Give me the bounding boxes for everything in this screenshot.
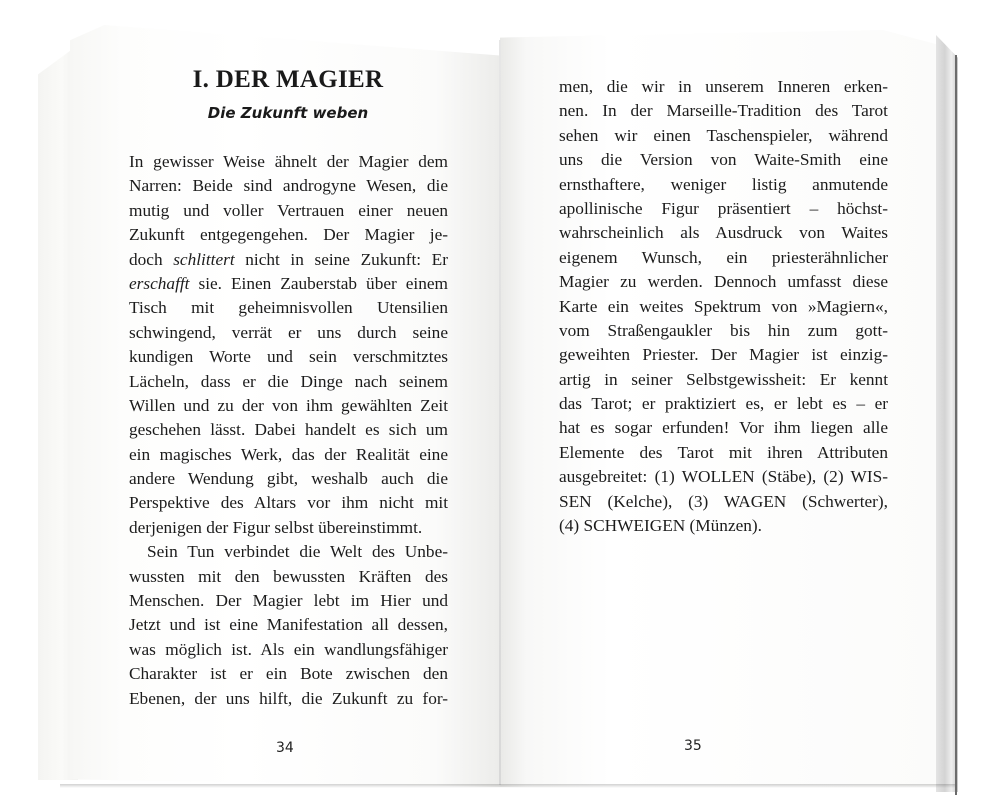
text-line: eigenem Wunsch, ein priesterähnlicher: [559, 247, 888, 267]
emphasized-word: erschafft: [129, 273, 190, 293]
text-line: mutig und voller Vertrauen einer neuen: [129, 200, 448, 220]
text-line: derjenigen der Figur selbst übereinstimmt.: [129, 517, 423, 537]
text-line: nen. In der Marseille-Tradition des Tarot: [559, 101, 888, 121]
text-run: doch: [129, 249, 174, 269]
text-line: [129, 272, 448, 296]
text-line: Menschen. Der Magier lebt im Hier und: [129, 591, 448, 611]
text-line: Elemente des Tarot mit ihren Attributen: [559, 442, 888, 462]
text-line: Narren: Beide sind androgyne Wesen, die: [129, 176, 448, 196]
text-line: uns die Version von Waite-Smith eine: [559, 150, 888, 170]
text-line: Ebenen, der uns hilft, die Zukunft zu for-: [129, 688, 448, 708]
left-page-body-text: [129, 150, 448, 711]
book-gutter: [499, 40, 501, 785]
right-page-body-text: [559, 75, 888, 538]
text-line: Lächeln, dass er die Dinge nach seinem: [129, 371, 448, 391]
text-line: kundigen Worte und sein verschmitztes: [129, 347, 448, 367]
text-line: Charakter ist er ein Bote zwischen den: [129, 664, 448, 684]
text-line: geweihten Priester. Der Magier ist einzig-: [559, 345, 888, 365]
text-line: Sein Tun verbindet die Welt des Unbe-: [147, 542, 448, 562]
page-number-right: 35: [684, 738, 702, 754]
text-line: hat es sogar erfunden! Vor ihm liegen alle: [559, 418, 888, 438]
text-line: sehen wir einen Taschenspieler, während: [559, 125, 888, 145]
text-line: andere Wendung gibt, weshalb auch die: [129, 469, 448, 489]
text-line: schwingend, verrät er uns durch seine: [129, 322, 448, 342]
text-line: men, die wir in unserem Inneren erken-: [559, 77, 888, 96]
text-line: artig in seiner Selbstgewissheit: Er kennt: [559, 369, 888, 389]
text-line: In gewisser Weise ähnelt der Magier dem: [129, 152, 448, 171]
text-run: sie. Einen Zauberstab über einem: [189, 273, 448, 293]
text-line: SEN (Kelche), (3) WAGEN (Schwerter),: [559, 491, 888, 511]
text-line: Willen und zu der von ihm gewählten Zeit: [129, 395, 448, 415]
text-line: ausgebreitet: (1) WOLLEN (Stäbe), (2) WIS-: [559, 467, 888, 487]
book-cover-edge-right: [955, 55, 957, 795]
text-line: ein magisches Werk, das der Realität eine: [129, 444, 448, 464]
text-line: was möglich ist. Als ein wandlungsfähiger: [129, 639, 448, 659]
text-line: [129, 248, 448, 272]
page-number-left: 34: [276, 740, 294, 756]
text-line: apollinische Figur präsentiert – höchst-: [559, 198, 888, 218]
text-line: Magier zu werden. Dennoch umfasst diese: [559, 272, 888, 292]
text-line: geschehen lässt. Dabei handelt es sich um: [129, 420, 448, 440]
text-line: Karte ein weites Spektrum von »Magiern«,: [559, 296, 888, 316]
chapter-subtitle: Die Zukunft weben: [207, 104, 369, 122]
text-line: Zukunft entgegengehen. Der Magier je-: [129, 225, 448, 245]
text-line: Perspektive des Altars vor ihm nicht mit: [129, 493, 448, 513]
book-bottom-shadow: [60, 784, 955, 788]
text-line: vom Straßengaukler bis hin zum gott-: [559, 320, 888, 340]
text-line: Tisch mit geheimnisvollen Utensilien: [129, 298, 448, 318]
text-line: ernsthaftere, weniger listig anmutende: [559, 174, 888, 194]
text-line: Jetzt und ist eine Manifestation all dessen,: [129, 615, 448, 635]
text-line: wahrscheinlich als Ausdruck von Waites: [559, 223, 888, 243]
text-line: das Tarot; er praktiziert es, er lebt es – er: [559, 394, 888, 414]
text-line: (4) SCHWEIGEN (Münzen).: [559, 516, 763, 536]
text-line: wussten mit den bewussten Kräften des: [129, 566, 448, 586]
text-run: nicht in seine Zukunft: Er: [234, 249, 448, 269]
emphasized-word: schlittert: [173, 249, 235, 269]
chapter-title: I. DER MAGIER: [192, 66, 384, 93]
